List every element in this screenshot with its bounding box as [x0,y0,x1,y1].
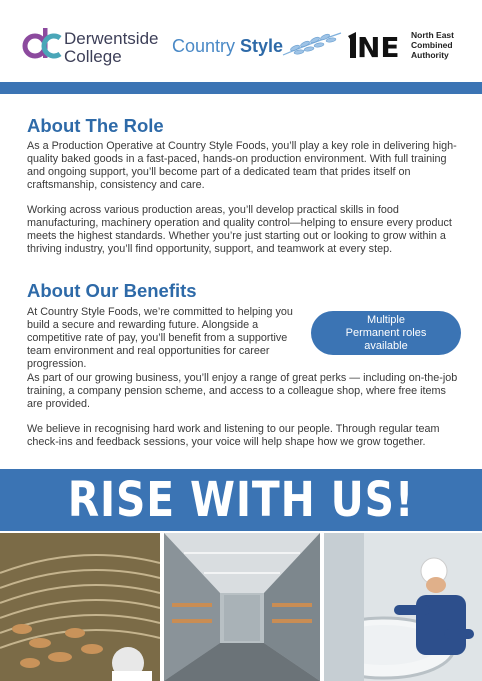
ne-line1: North East [411,30,454,40]
benefits-paragraph-1: At Country Style Foods, we’re committed to helping you build a secure and rewarding future. Alongside a competitive rate of pay, you’ll benefit from a supportive team environment and real opportunities for career progression. [27,306,293,370]
dc-monogram-icon [22,24,62,64]
benefits-heading: About Our Benefits [27,280,197,301]
header-logos [0,0,482,82]
ne-mark: NE [357,31,400,60]
badge-line2: Permanent roles [345,326,427,339]
college-name-line2: College [64,47,122,66]
benefits-paragraph-2: As part of our growing business, you’ll enjoy a range of great perks — including on-the-job training, a company pension scheme, and access to a colleague shop, where free items are provided. [27,372,458,410]
ne-line3: Authority [411,50,449,60]
college-name [64,30,159,66]
country-style-part2: Style [240,36,284,56]
benefits-paragraph-3: We believe in recognising hard work and listening to our people. Through regular team check-ins and feedback sessions, your voice will help shape how we grow together. [27,423,440,448]
roles-available-badge [311,311,461,355]
photo-bakery-conveyor [0,533,160,681]
rise-banner-text: RISE WITH US! [67,472,415,528]
ne-line2: Combined [411,40,453,50]
college-name-line1: Derwentside [64,29,159,48]
ne-authority-name [411,30,454,60]
photo-strip [0,531,482,681]
country-style-logo [172,36,283,57]
top-blue-band [0,82,482,94]
country-style-part1: Country [172,36,236,56]
badge-line1: Multiple [367,313,405,326]
wheat-icon [281,29,343,59]
photo-worker-mixer [324,533,482,681]
role-paragraph-2: Working across various production areas, you’ll develop practical skills in food manufacturing, machinery operation and quality control—helping to ensure every product meets the highest standards. Whether you’re just starting out or looking to grow within a thriving industry, you’ll find opportunity, support, and teamwork at every step. [27,204,452,255]
badge-line3: available [364,339,408,352]
role-paragraph-1: As a Production Operative at Country Style Foods, you’ll play a key role in delivering high-quality baked goods in a fast-paced, hands-on production environment. With full training and ongoing support, you’ll become part of a dedicated team that prides itself on craftsmanship, consistency and care. [27,140,457,191]
photo-factory-corridor [164,533,320,681]
ne-logo-icon [346,30,416,60]
role-heading: About The Role [27,115,164,136]
